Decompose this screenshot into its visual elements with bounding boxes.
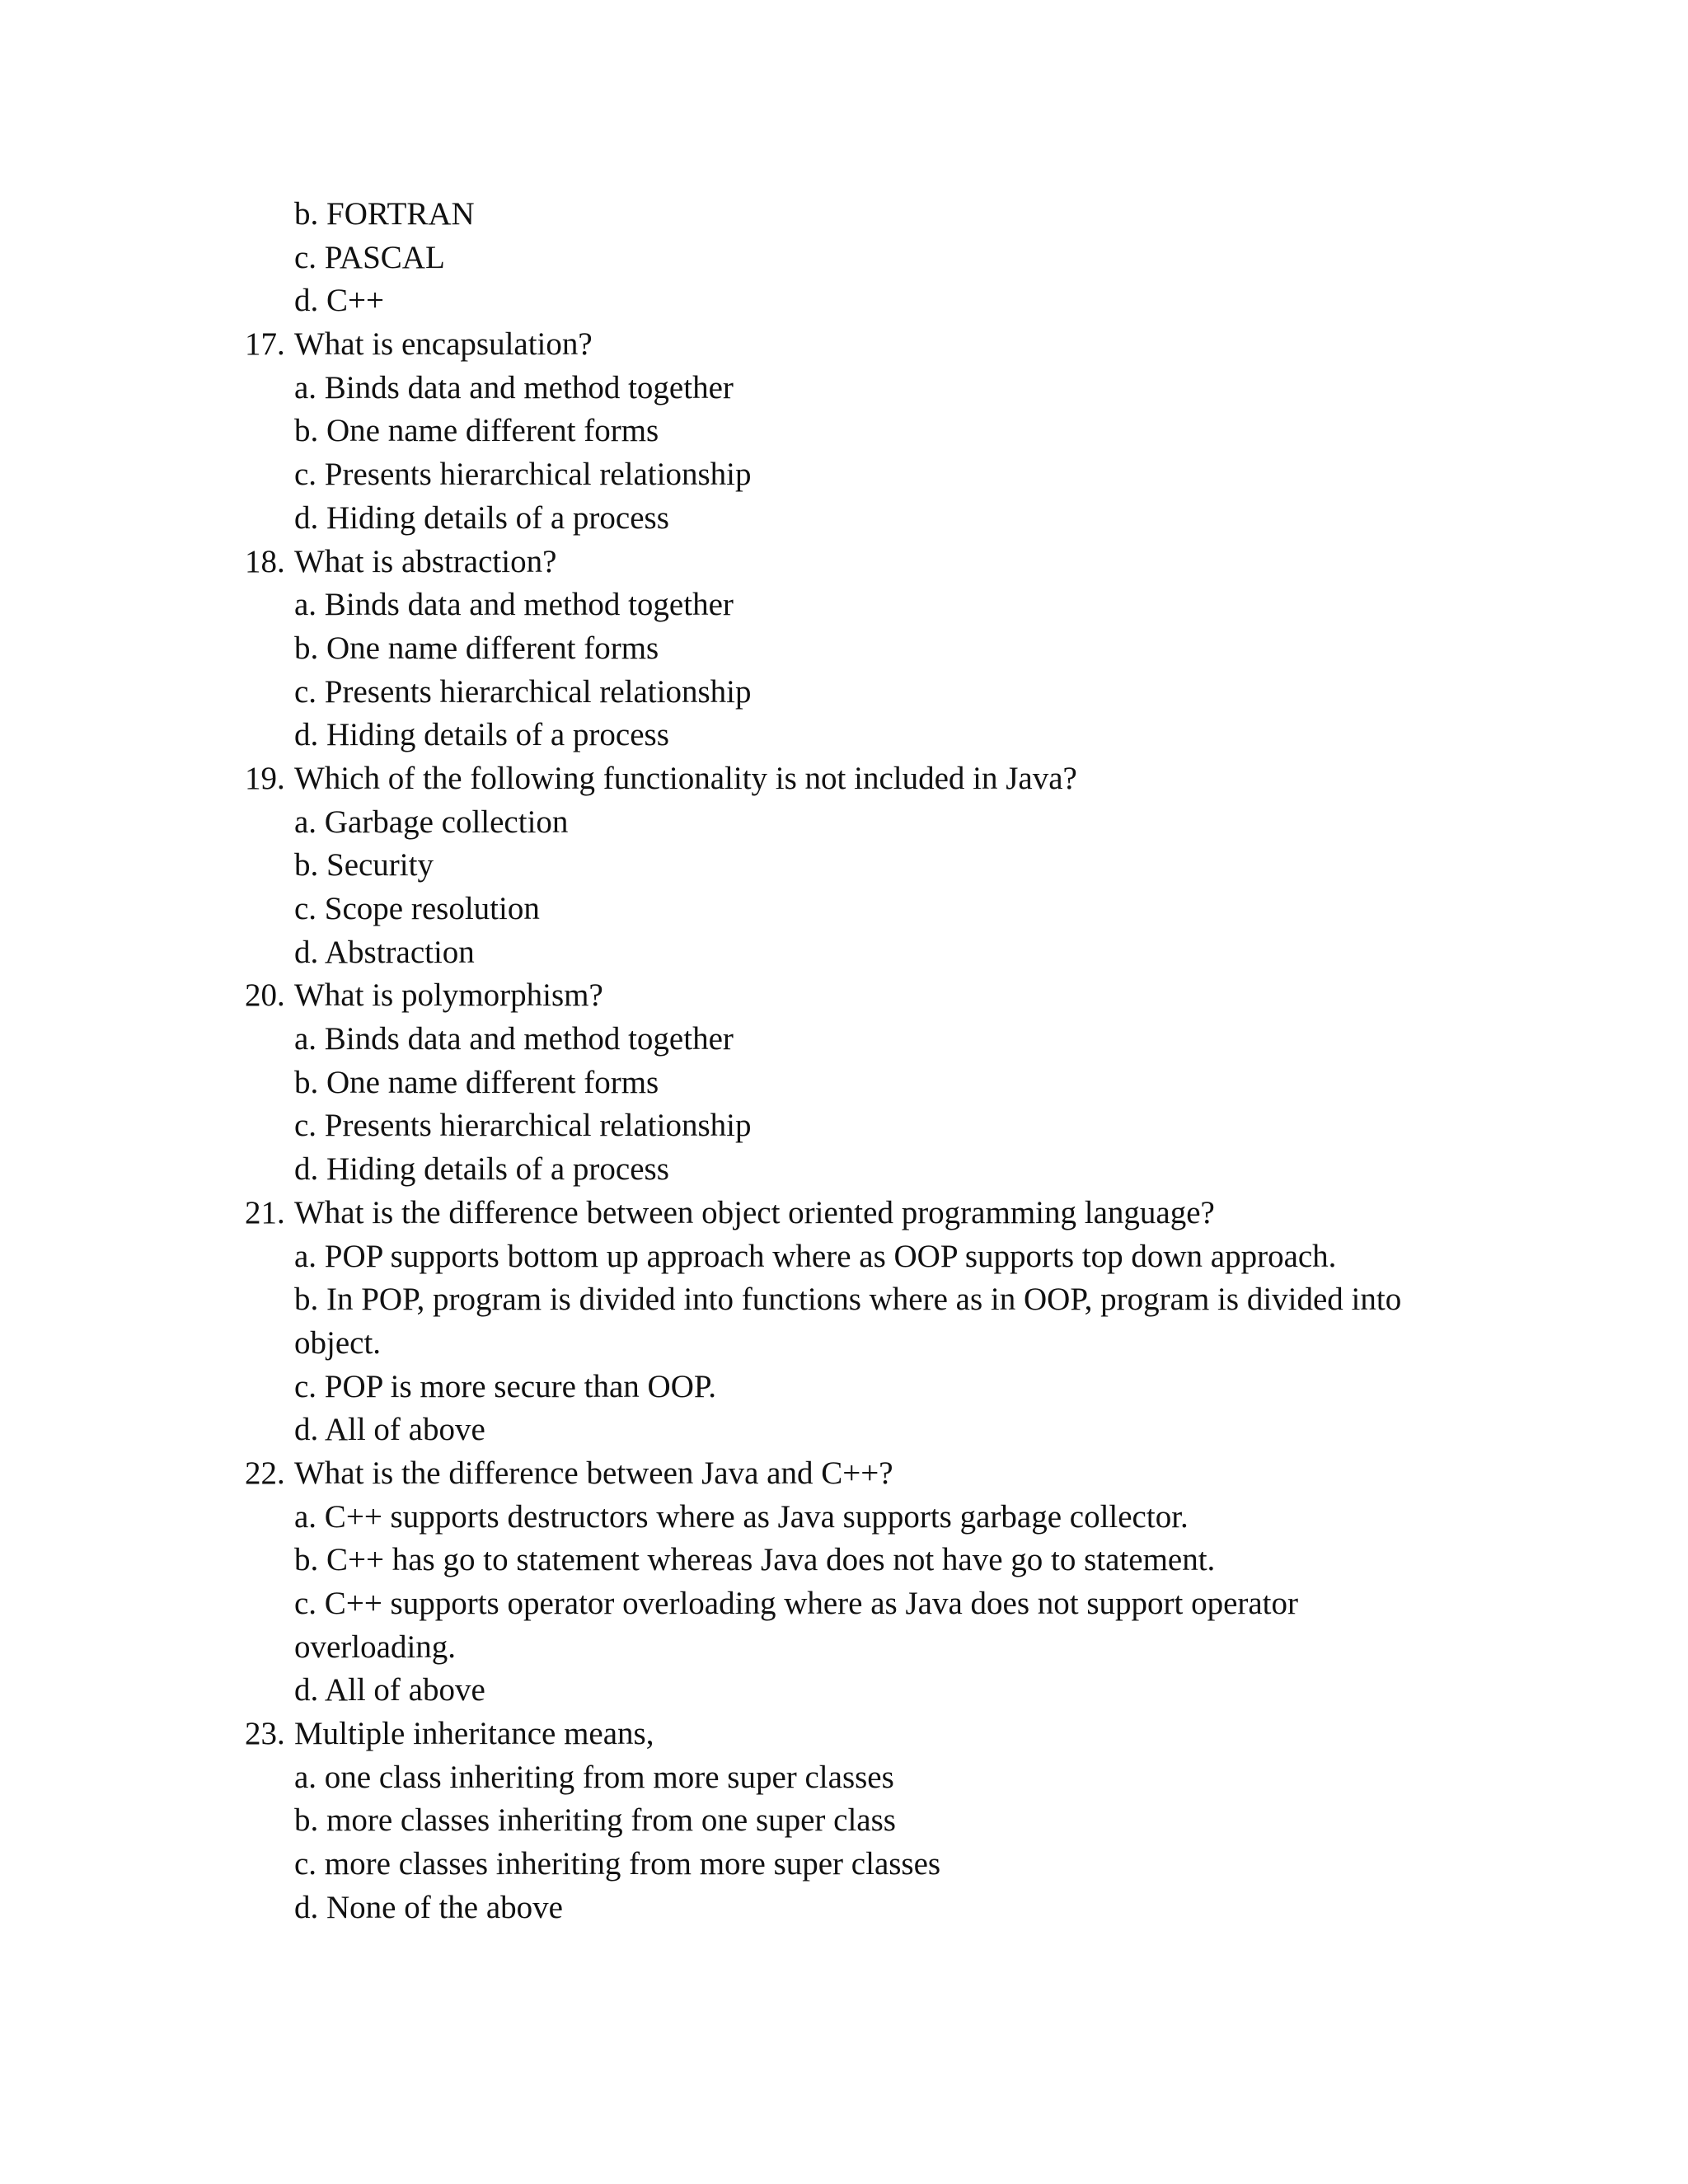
option-line: b. Security [294, 847, 434, 883]
question-number: 20. [245, 977, 285, 1014]
option-line: c. more classes inheriting from more super classes [294, 1846, 941, 1882]
option-line: b. One name different forms [294, 1064, 659, 1100]
option-line: c. Scope resolution [294, 891, 540, 926]
option-line: b. One name different forms [294, 630, 659, 666]
question-23 [0, 1713, 1688, 1756]
question-number: 23. [245, 1716, 285, 1752]
option-continuation: overloading. [294, 1629, 457, 1665]
option-line: d. All of above [294, 1412, 485, 1448]
question-number: 19. [245, 760, 285, 796]
option-continuation: object. [294, 1324, 382, 1361]
option-line: a. one class inheriting from more super classes [294, 1759, 894, 1795]
option-line: a. Binds data and method together [294, 587, 734, 623]
option-line: a. C++ supports destructors where as Java supports garbage collector. [294, 1498, 1189, 1535]
option-line: b. One name different forms [294, 413, 659, 449]
option-line: c. Presents hierarchical relationship [294, 1108, 752, 1144]
option-line: c. PASCAL [294, 239, 445, 275]
option-line: a. Binds data and method together [294, 1021, 734, 1057]
question-19 [0, 757, 1688, 801]
option-line: c. POP is more secure than OOP. [294, 1368, 716, 1404]
question-text: What is the difference between object oriented programming language? [294, 1194, 1215, 1230]
option-line: d. C++ [294, 283, 385, 319]
option-line: c. C++ supports operator overloading where as Java does not support operator [294, 1586, 1299, 1621]
option-line: d. Hiding details of a process [294, 717, 669, 753]
option-line: d. None of the above [294, 1889, 563, 1925]
question-text: What is polymorphism? [294, 977, 603, 1014]
question-list [0, 193, 1688, 1930]
option-line: d. Hiding details of a process [294, 1151, 669, 1188]
question-text: What is abstraction? [294, 543, 557, 579]
question-number: 21. [245, 1194, 285, 1230]
question-number: 17. [245, 326, 285, 363]
option-line: a. Binds data and method together [294, 369, 734, 405]
question-number: 18. [245, 543, 285, 579]
option-line: b. more classes inheriting from one super class [294, 1802, 896, 1839]
question-21 [0, 1192, 1688, 1235]
option-line: d. Hiding details of a process [294, 499, 669, 536]
question-text: Multiple inheritance means, [294, 1716, 654, 1752]
option-line: a. Garbage collection [294, 804, 569, 840]
option-line: c. Presents hierarchical relationship [294, 457, 752, 493]
option-line: b. FORTRAN [294, 196, 475, 232]
option-line: a. POP supports bottom up approach where as OOP supports top down approach. [294, 1238, 1337, 1274]
question-20 [0, 974, 1688, 1018]
question-18 [0, 541, 1688, 584]
option-line: b. C++ has go to statement whereas Java does not have go to statement. [294, 1542, 1216, 1578]
question-text: What is encapsulation? [294, 326, 593, 363]
question-number: 22. [245, 1455, 285, 1491]
option-line: d. All of above [294, 1672, 485, 1708]
option-line: d. Abstraction [294, 934, 475, 970]
question-22 [0, 1452, 1688, 1496]
option-line: c. Presents hierarchical relationship [294, 673, 752, 710]
question-text: Which of the following functionality is not included in Java? [294, 760, 1077, 796]
option-line: b. In POP, program is divided into functions where as in OOP, program is divided into [294, 1282, 1402, 1318]
question-text: What is the difference between Java and C++? [294, 1455, 893, 1491]
question-17 [0, 323, 1688, 367]
